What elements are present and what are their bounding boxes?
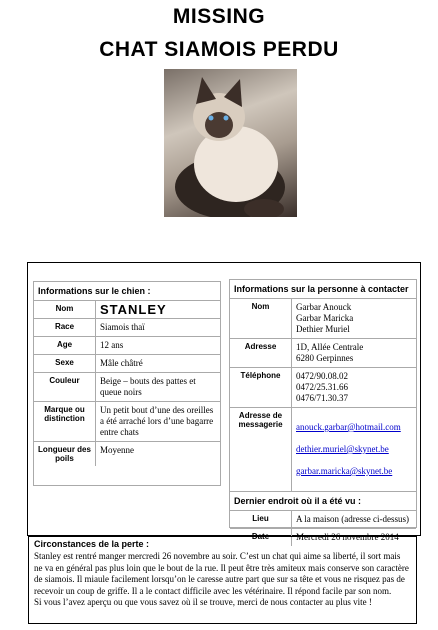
table-row bbox=[230, 408, 416, 492]
row-label: Lieu bbox=[230, 511, 292, 528]
row-label: Téléphone bbox=[230, 368, 292, 407]
row-label: Nom bbox=[34, 301, 96, 318]
row-label: Sexe bbox=[34, 355, 96, 372]
email-link[interactable]: garbar.maricka@skynet.be bbox=[296, 466, 393, 476]
table-row bbox=[230, 368, 416, 408]
table-row bbox=[230, 511, 416, 529]
table-row bbox=[34, 373, 220, 402]
row-label: Race bbox=[34, 319, 96, 336]
dog-name: STANLEY bbox=[100, 302, 167, 317]
row-value: Siamois thaï bbox=[100, 322, 145, 332]
table-row bbox=[34, 337, 220, 355]
row-label: Date bbox=[230, 529, 292, 546]
row-label: Nom bbox=[230, 299, 292, 338]
table-row bbox=[230, 339, 416, 368]
table-row bbox=[230, 299, 416, 339]
row-value: Garbar Anouck Garbar Maricka Dethier Muriel bbox=[296, 302, 354, 334]
row-value: Moyenne bbox=[100, 445, 134, 455]
email-link[interactable]: dethier.muriel@skynet.be bbox=[296, 444, 389, 454]
dog-info-heading: Informations sur le chien : bbox=[34, 282, 220, 301]
email-link[interactable]: anouck.garbar@hotmail.com bbox=[296, 422, 401, 432]
circumstances-box bbox=[28, 536, 417, 624]
table-row bbox=[34, 319, 220, 337]
row-value: Beige – bouts des pattes et queue noirs bbox=[100, 376, 196, 397]
row-value: Un petit bout d’une des oreilles a été arraché lors d’une bagarre entre chats bbox=[100, 405, 214, 437]
row-value: A la maison (adresse ci-dessus) bbox=[296, 514, 409, 524]
row-label: Adresse bbox=[230, 339, 292, 367]
row-value: 0472/90.08.02 0472/25.31.66 0476/71.30.37 bbox=[296, 371, 349, 403]
row-value: Mercredi 26 novembre 2014 bbox=[296, 532, 399, 542]
cat-photo bbox=[164, 69, 297, 217]
title-main: CHAT SIAMOIS PERDU bbox=[99, 38, 339, 61]
table-row bbox=[34, 355, 220, 373]
circumstances-text: Stanley est rentré manger mercredi 26 novembre au soir. C’est un chat qui aime sa liberté, il sort mais ne va en général pas plus loin que le bout de la rue. Il peut être très amiteux mais conserve son caractère de siamois. Il miaule facilement lorsqu’on le caresse autre part que sur sa tête et vous ne risquez pas de recevoir un coup de griffe. Il a le contact difficile avec les vétérinaire. Il répond facile par son nom. bbox=[34, 551, 409, 596]
table-row bbox=[34, 301, 220, 319]
circumstances-heading: Circonstances de la perte : bbox=[34, 539, 150, 549]
contact-info-heading: Informations sur la personne à contacter bbox=[230, 280, 416, 299]
row-value: 1D, Allée Centrale 6280 Gerpinnes bbox=[296, 342, 364, 363]
row-label: Age bbox=[34, 337, 96, 354]
row-label: Marque ou distinction bbox=[34, 402, 96, 441]
row-value: Mâle châtré bbox=[100, 358, 143, 368]
dog-info-table bbox=[33, 281, 221, 486]
email-list bbox=[292, 408, 416, 491]
table-row bbox=[34, 402, 220, 442]
title-missing: MISSING bbox=[172, 5, 266, 28]
row-label: Longueur des poils bbox=[34, 442, 96, 466]
contact-info-table bbox=[229, 279, 417, 542]
circumstances-closing: Si vous l’avez aperçu ou que vous savez où il se trouve, merci de nous contacter au plus vite ! bbox=[34, 597, 372, 607]
row-label: Couleur bbox=[34, 373, 96, 401]
row-label: Adresse de messagerie bbox=[230, 408, 292, 491]
table-row bbox=[34, 442, 220, 466]
row-value: 12 ans bbox=[100, 340, 124, 350]
last-seen-heading: Dernier endroit où il a été vu : bbox=[230, 492, 416, 511]
